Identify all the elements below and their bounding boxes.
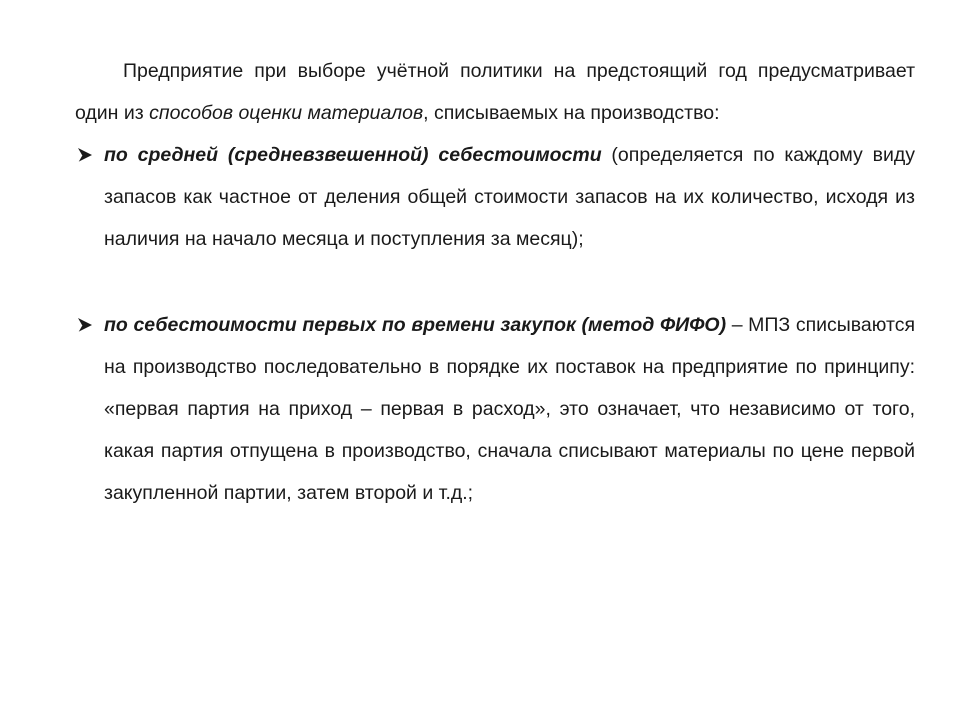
slide-content bbox=[75, 50, 915, 514]
method-fifo-term: по себестоимости первых по времени закупок (метод ФИФО) bbox=[104, 314, 727, 336]
method-average-cost-text: (определяется по каждому виду запасов как частное от деления общей стоимости запасов на их количество, исходя из наличия на начало месяца и поступления за месяц); bbox=[104, 144, 915, 250]
method-fifo bbox=[75, 304, 915, 514]
method-average-cost-term: по средней (средневзвешенной) себестоимости bbox=[104, 144, 602, 166]
spacer bbox=[75, 260, 915, 304]
intro-emphasis: способов оценки материалов bbox=[149, 102, 424, 124]
arrow-check-bullet-icon bbox=[77, 317, 93, 333]
arrow-check-bullet-icon bbox=[77, 147, 93, 163]
intro-text-before: Предприятие при выборе учётной политики на предстоящий год предусматривает один из bbox=[75, 60, 915, 124]
intro-text-after: , списываемых на производство: bbox=[423, 102, 720, 124]
method-average-cost bbox=[75, 134, 915, 260]
intro-paragraph bbox=[75, 50, 915, 134]
method-fifo-text: – МПЗ списываются на производство последовательно в порядке их поставок на предприятие по принципу: «первая партия на приход – первая в расход», это означает, что независимо от того, какая партия отпущена в производство, сначала списывают материалы по цене первой закупленной партии, затем второй и т.д.; bbox=[104, 314, 916, 504]
